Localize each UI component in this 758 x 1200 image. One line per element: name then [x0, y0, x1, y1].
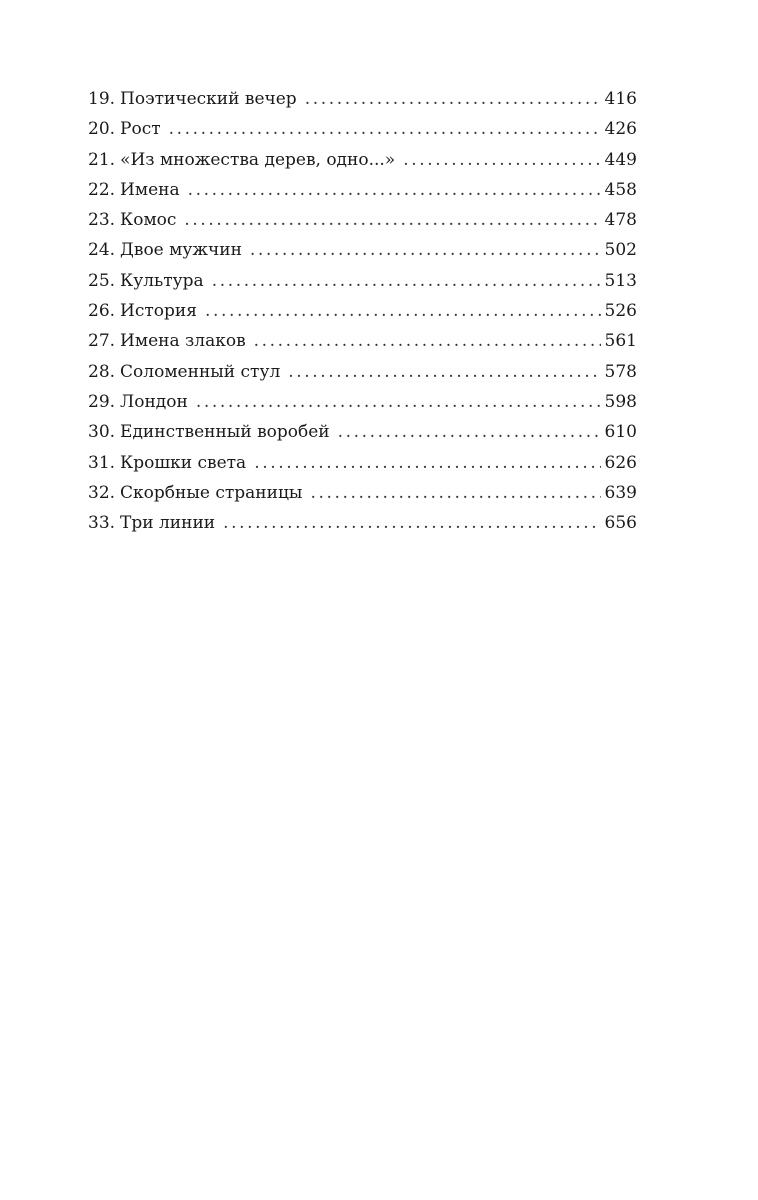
dot-leader — [184, 205, 600, 235]
dot-leader — [310, 478, 600, 508]
entry-title: Двое мужчин — [120, 240, 242, 261]
entry-page-number: 656 — [604, 513, 637, 534]
dot-leader — [212, 266, 601, 296]
dot-leader — [250, 235, 601, 265]
entry-page-number: 513 — [604, 270, 637, 291]
entry-title: «Из множества дерев, одно...» — [120, 149, 396, 170]
entry-page-number: 478 — [604, 210, 637, 231]
dot-leader — [288, 357, 600, 387]
entry-number: 27. — [88, 331, 116, 352]
dot-leader — [188, 175, 601, 205]
entry-page-number: 416 — [604, 89, 637, 109]
entry-page-number: 578 — [604, 361, 637, 382]
entry-number: 20. — [88, 119, 116, 140]
entry-page-number: 598 — [604, 391, 637, 412]
entry-title: Скорбные страницы — [120, 482, 303, 503]
entry-number: 31. — [88, 452, 116, 473]
entry-title: Культура — [120, 270, 204, 291]
toc-entry — [88, 357, 637, 387]
dot-leader — [223, 508, 600, 538]
entry-number: 32. — [88, 482, 116, 503]
dot-leader — [254, 326, 601, 356]
dot-leader — [169, 114, 601, 144]
dot-leader — [305, 84, 601, 114]
toc-entry — [88, 417, 637, 447]
entry-title: Комос — [120, 210, 177, 231]
entry-number: 28. — [88, 361, 116, 382]
toc-entry — [88, 508, 637, 538]
dot-leader — [196, 387, 601, 417]
toc-entry — [88, 296, 637, 326]
toc-entry — [88, 84, 637, 114]
entry-number: 30. — [88, 422, 116, 443]
dot-leader — [338, 417, 601, 447]
entry-number: 24. — [88, 240, 116, 261]
dot-leader — [205, 296, 601, 326]
entry-title: Единственный воробей — [120, 422, 330, 443]
entry-title: Соломенный стул — [120, 361, 281, 382]
entry-page-number: 502 — [604, 240, 637, 261]
toc-entry — [88, 145, 637, 175]
entry-number: 29. — [88, 391, 116, 412]
entry-page-number: 426 — [604, 119, 637, 140]
entry-page-number: 458 — [604, 179, 637, 200]
entry-number: 23. — [88, 210, 116, 231]
entry-number: 25. — [88, 270, 116, 291]
toc-entry — [88, 387, 637, 417]
toc-entry — [88, 205, 637, 235]
entry-page-number: 626 — [604, 452, 637, 473]
entry-title: История — [120, 301, 197, 322]
entry-page-number: 610 — [604, 422, 637, 443]
entry-title: Три линии — [120, 513, 216, 534]
entry-number: 21. — [88, 149, 116, 170]
entry-page-number: 526 — [604, 301, 637, 322]
entry-title: Поэтический вечер — [120, 89, 297, 109]
entry-page-number: 639 — [604, 482, 637, 503]
dot-leader — [254, 448, 600, 478]
dot-leader — [403, 145, 600, 175]
entry-title: Лондон — [120, 391, 188, 412]
toc-entry — [88, 175, 637, 205]
entry-title: Крошки света — [120, 452, 247, 473]
toc-entry — [88, 326, 637, 356]
entry-page-number: 449 — [604, 149, 637, 170]
entry-number: 22. — [88, 179, 116, 200]
entry-title: Рост — [120, 119, 161, 140]
entry-number: 19. — [88, 89, 116, 109]
toc-entry — [88, 266, 637, 296]
entry-title: Имена — [120, 179, 180, 200]
toc-entry — [88, 478, 637, 508]
toc-entry — [88, 114, 637, 144]
entry-number: 33. — [88, 513, 116, 534]
toc-entry — [88, 235, 637, 265]
entry-page-number: 561 — [604, 331, 637, 352]
table-of-contents — [88, 84, 637, 538]
toc-entry — [88, 448, 637, 478]
entry-title: Имена злаков — [120, 331, 246, 352]
entry-number: 26. — [88, 301, 116, 322]
